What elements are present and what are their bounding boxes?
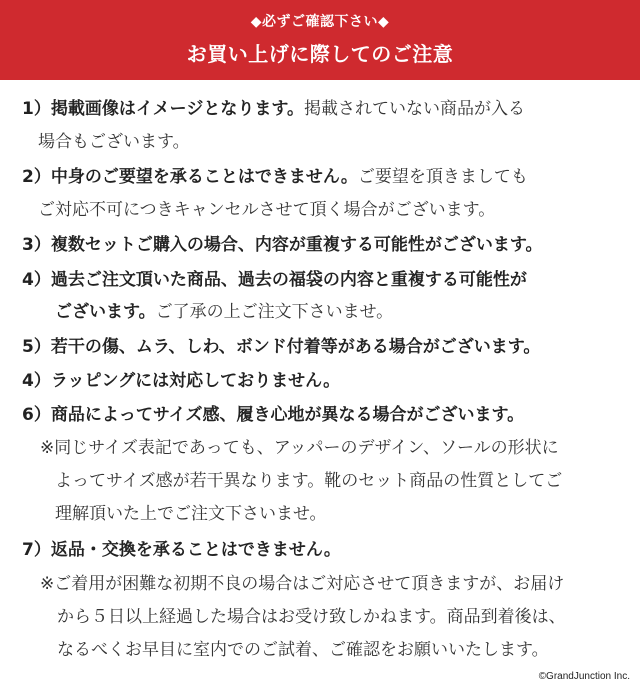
item-5-heading: 5）若干の傷、ムラ、しわ、ボンド付着等がある場合がございます。: [22, 337, 541, 357]
item-wrapping-heading: 4）ラッピングには対応しておりません。: [22, 371, 341, 391]
item-6-note-line-2: よってサイズ感が若干異なります。靴のセット商品の性質としてご: [55, 471, 563, 491]
item-3-heading: 3）複数セットご購入の場合、内容が重複する可能性がございます。: [22, 235, 543, 255]
item-2-text: ご要望を頂きましても: [357, 167, 528, 187]
item-1-heading: 1）掲載画像はイメージとなります。: [22, 99, 304, 119]
banner-title: お買い上げに際してのご注意: [186, 42, 454, 66]
item-1-line-1: [22, 97, 525, 121]
item-7-note-line-3: なるべくお早目に室内でのご試着、ご確認をお願いいたします。: [57, 640, 549, 660]
item-6-note-line-1: ※同じサイズ表記であっても、アッパーのデザイン、ソールの形状に: [40, 438, 559, 458]
item-2-heading: 2）中身のご要望を承ることはできません。: [22, 167, 358, 187]
item-1-line-2: 場合もございます。: [38, 132, 190, 152]
item-7-heading: 7）返品・交換を承ることはできません。: [22, 540, 341, 560]
item-6-heading: 6）商品によってサイズ感、履き心地が異なる場合がございます。: [22, 405, 525, 425]
notice-banner: [0, 0, 640, 80]
item-1-text: 掲載されていない商品が入る: [303, 99, 525, 119]
item-4-heading: 4）過去ご注文頂いた商品、過去の福袋の内容と重複する可能性が: [22, 270, 527, 290]
item-6-note-line-3: 理解頂いた上でご注文下さいませ。: [55, 504, 327, 524]
item-7-note-line-2: から５日以上経過した場合はお受け致しかねます。商品到着後は、: [57, 607, 566, 627]
item-4-text: ご了承の上ご注文下さいませ。: [155, 302, 394, 322]
item-4-line-2: [55, 300, 393, 324]
copyright-text: ©GrandJunction Inc.: [538, 671, 630, 682]
item-2-line-2: ご対応不可につきキャンセルさせて頂く場合がございます。: [38, 200, 496, 220]
item-7-note-line-1: ※ご着用が困難な初期不良の場合はご対応させて頂きますが、お届け: [40, 574, 565, 594]
banner-check-text: ◆必ずご確認下さい◆: [250, 14, 390, 30]
item-4-heading-cont: ございます。: [55, 302, 156, 322]
item-2-line-1: [22, 165, 528, 189]
